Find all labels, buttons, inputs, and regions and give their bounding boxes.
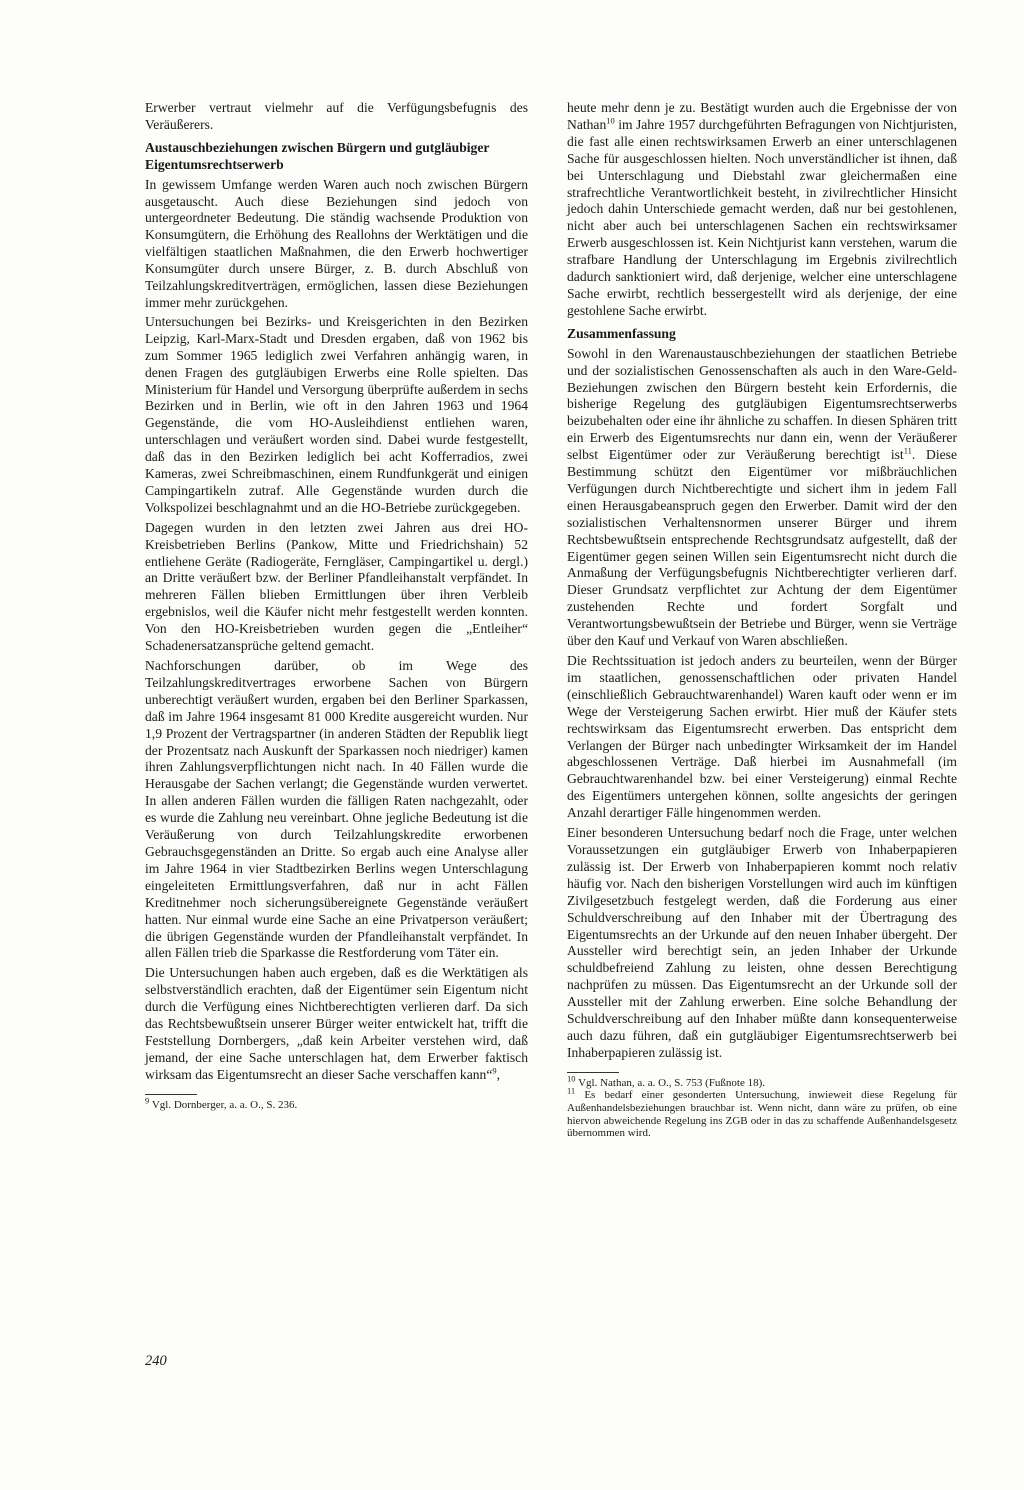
footnote-divider (145, 1094, 197, 1095)
paragraph: Einer besonderen Untersuchung bedarf noch die Frage, unter welchen Voraussetzungen ein gutgläubiger Erwerb von Inhaberpapieren zulässig ist. Der Erwerb von Inhaberpapieren kommt noch relativ häufig vor. Nach den bisherigen Vorstellungen wird auch im künftigen Zivilgesetzbuch festgelegt werden, daß die Forderung aus einer Schuldverschreibung auf den Inhaber mit der Übertragung des Eigentumsrechts an der Urkunde auf den neuen Inhaber übergeht. Der Aussteller wird berechtigt sein, an jeden Inhaber der Urkunde schuldbefreiend Zahlung zu leisten, ohne dessen Berechtigung nachprüfen zu müssen. Das Eigentumsrecht an der Urkunde soll der Aussteller mit der Zahlung erwerben. Eine solche Behandlung der Schuldverschreibung auf den Inhaber müßte dann konsequenterweise auch dazu führen, daß ein gutgläubiger Eigentumsrechtserwerb bei Inhaberpapieren zulässig ist. (567, 825, 957, 1060)
footnote-number: 11 (567, 1085, 576, 1096)
section-heading: Austauschbeziehungen zwischen Bürgern und gutgläubiger Eigentumsrechtserwerb (145, 139, 490, 172)
paragraph: Untersuchungen bei Bezirks- und Kreisgerichten in den Bezirken Leipzig, Karl-Marx-Stadt und Dresden ergaben, daß von 1962 bis zum Sommer 1965 lediglich zwei Verfahren anhängig waren, in denen Fragen des gutgläubigen Erwerbs eine Rolle spielten. Das Ministerium für Handel und Versorgung überprüfte außerdem in sechs Bezirken und in Berlin, wie oft in den Jahren 1963 und 1964 Gegenstände, die vom HO-Ausleihdienst entliehen waren, unterschlagen und veräußert worden sind. Dabei wurde festgestellt, daß das in den Bezirken lediglich bei acht Kofferradios, zwei Kameras, zwei Schreibmaschinen, einem Rundfunkgerät und einigen Campingartikeln zutraf. Alle Gegenstände wurden durch die Volkspolizei beschlagnahmt und an die HO-Betriebe zurückgegeben. (145, 313, 528, 515)
section-heading: Zusammenfassung (567, 325, 676, 341)
footnote-ref: 11 (903, 445, 912, 456)
paragraph-text: Sowohl in den Warenaustauschbeziehungen der staatlichen Betriebe und der sozialistischen Genossenschaften als auch in den Ware-Geld-Beziehungen zwischen den Bürgern besteht kein Erfordernis, die bisherige Regelung des gutgläubigen Eigentumsrechtserwerbs beizubehalten oder eine ihr ähnliche zu schaffen. In diesen Sphären tritt ein Erwerb des Eigentumsrechts nur dann ein, wenn der Veräußerer selbst Eigentümer oder zur Veräußerung berechtigt ist (567, 345, 957, 463)
footnote-number: 10 (567, 1073, 576, 1084)
footnote-text: Vgl. Dornberger, a. a. O., S. 236. (151, 1098, 298, 1111)
paragraph-text: , (496, 1066, 501, 1082)
paragraph: Die Rechtssituation ist jedoch anders zu beurteilen, wenn der Bürger im staatlichen, genossenschaftlichen oder privaten Handel (einschließlich Gebrauchtwarenhandel) Waren kauft oder wenn er im Wege der Versteigerung Sachen erwirbt. Hier muß der Käufer stets rechtswirksam das Eigentumsrecht erwerben. Das entspricht dem Verlangen der Bürger nach unbedingter Wirksamkeit der im Handel abgeschlossenen Verträge. Daß hierbei im Ausnahmefall (im Gebrauchtwarenhandel bzw. bei einer Versteigerung) einmal Rechte des Eigentümers untergehen können, sollte angesichts der geringen Anzahl derartiger Fälle hingenommen werden. (567, 653, 957, 821)
right-column (567, 100, 957, 1140)
paragraph-text: Die Untersuchungen haben auch ergeben, daß es die Werktätigen als selbstverständlich erachten, daß der Eigentümer sein Eigentum nicht durch die Verfügung eines Nichtberechtigten verlieren darf. Da sich das Rechtsbewußtsein unserer Bürger weiter entwickelt hat, trifft die Feststellung Dornbergers, „daß kein Arbeiter verstehen wird, daß jemand, der eine Sache unterschlagen hat, dem Erwerber faktisch wirksam das Eigentumsrecht an dieser Sache verschaffen kann“ (145, 965, 528, 1082)
paragraph-text: im Jahre 1957 durchgeführten Befragungen von Nichtjuristen, die fast alle einen rechtswirksamen Erwerb an einer unterschlagenen Sache für ausgeschlossen hielten. Noch unverständlicher ist ihnen, daß bei Unterschlagung und Diebstahl zwar gleichermaßen eine strafrechtliche Verantwortlichkeit besteht, in zivilrechtlicher Hinsicht jedoch dahin Unterschiede gemacht werden, daß nur bei gestohlenen, nicht aber auch bei unterschlagenen Sachen ein rechtswirksamer Erwerb ausgeschlossen ist. Kein Nichtjurist kann verstehen, warum die strafbare Handlung der Unterschlagung im Ergebnis zivilrechtlich dadurch sanktioniert wird, daß derjenige, welcher eine unterschlagene Sache erwirbt, rechtlich bessergestellt wird als derjenige, der eine gestohlene Sache erwirbt. (567, 116, 957, 318)
paragraph-text: heute mehr denn je zu. Bestätigt wurden auch die Ergebnisse der von Nathan (567, 100, 957, 132)
footnote-ref: 9 (492, 1065, 497, 1076)
left-column (145, 100, 528, 1111)
paragraph: Erwerber vertraut vielmehr auf die Verfügungsbefugnis des Veräußerers. (145, 100, 528, 132)
footnote (567, 1085, 957, 1140)
footnote-text: Es bedarf einer gesonderten Untersuchung, inwieweit diese Regelung für Außenhandelsbeziehungen brauchbar ist. Wenn nicht, dann wäre zu prüfen, ob eine hiervon abweichende Regelung ins ZGB oder in das zu schaffende Außenhandelsgesetz übernommen wird. (567, 1089, 957, 1140)
footnote-text: Vgl. Nathan, a. a. O., S. 753 (Fußnote 18). (578, 1076, 766, 1089)
page-number: 240 (145, 1353, 167, 1369)
paragraph (567, 346, 957, 650)
footnote-number: 9 (145, 1095, 150, 1105)
paragraph (567, 100, 957, 320)
footnote-ref: 10 (606, 115, 615, 126)
paragraph (145, 965, 528, 1083)
footnote (567, 1073, 957, 1090)
paragraph-text: . Diese Bestimmung schützt den Eigentümer vor mißbräuchlichen Verfügungen durch Nichtberechtigte und sichert ihm in jedem Fall einen Herausgabeanspruch gegen den Erwerber. Damit wird der den sozialistischen Verhaltensnormen unserer Bürger und ihrem Rechtsbewußtsein entsprechende Rechtsgrundsatz aufgestellt, daß der Eigentümer gegen seinen Willen sein Eigentumsrecht nicht durch die Anmaßung der Verfügungsbefugnis Nichtberechtigter verlieren darf. Dieser Grundsatz verpflichtet zur Achtung der dem Eigentümer zustehenden Rechte und fordert Sorgfalt und Verantwortungsbewußtsein der Betriebe und Bürger, wenn sie Verträge über den Kauf und Verkauf von Waren abschließen. (567, 447, 957, 649)
paragraph: Dagegen wurden in den letzten zwei Jahren aus drei HO-Kreisbetrieben Berlins (Pankow, Mitte und Friedrichshain) 52 entliehene Geräte (Radiogeräte, Ferngläser, Campingartikel u. dergl.) an Dritte veräußert bzw. der Berliner Pfandleihanstalt verpfändet. In mehreren Fällen blieben Ermittlungen über ihren Verbleib ergebnislos, weil die Käufer nicht mehr festgestellt werden konnten. Von den HO-Kreisbetrieben wurden gegen die „Entleiher“ Schadenersatzansprüche geltend gemacht. (145, 519, 528, 654)
footnote (145, 1095, 528, 1112)
paragraph: Nachforschungen darüber, ob im Wege des Teilzahlungskreditvertrages erworbene Sachen von Bürgern unberechtigt veräußert wurden, ergaben bei den Berliner Sparkassen, daß im Jahre 1964 insgesamt 81 000 Kredite ausgereicht wurden. Nur 1,9 Prozent der Vertragspartner (in anderen Städten der Republik liegt der Prozentsatz nach Auskunft der Sparkassen noch niedriger) kamen ihren Zahlungsverpflichtungen nicht nach. In 40 Fällen wurde die Herausgabe der Sachen verlangt; die Gegenstände wurden verwertet. In allen anderen Fällen wurden die fälligen Raten nachgezahlt, oder es wurde die Zahlung neu vereinbart. Ohne jegliche Bedeutung ist die Veräußerung von durch Teilzahlungskredite erworbenen Gebrauchsgegenständen an Dritte. So ergab auch eine Analyse aller im Jahre 1964 in vier Stadtbezirken Berlins wegen Unterschlagung eingeleiteten Ermittlungsverfahren, daß nur in acht Fällen Kreditnehmer noch sicherungsübereignete Gegenstände veräußert hatten. Nur einmal wurde eine Sache an eine Privatperson veräußert; die übrigen Gegenstände wurden der Pfandleihanstalt verpfändet. In allen Fällen trieb die Sparkasse die Restforderung vom Täter ein. (145, 658, 528, 961)
paragraph: In gewissem Umfange werden Waren auch noch zwischen Bürgern ausgetauscht. Auch diese Beziehungen sind jedoch von untergeordneter Bedeutung. Die ständig wachsende Produktion von Konsumgütern, die Erhöhung des Reallohns der Werktätigen und die vielfältigen staatlichen Maßnahmen, die den Erwerb hochwertiger Konsumgüter durch unsere Bürger, z. B. durch Abschluß von Teilzahlungskreditverträgen, ermöglichen, lassen diese Beziehungen immer mehr zurückgehen. (145, 176, 528, 310)
